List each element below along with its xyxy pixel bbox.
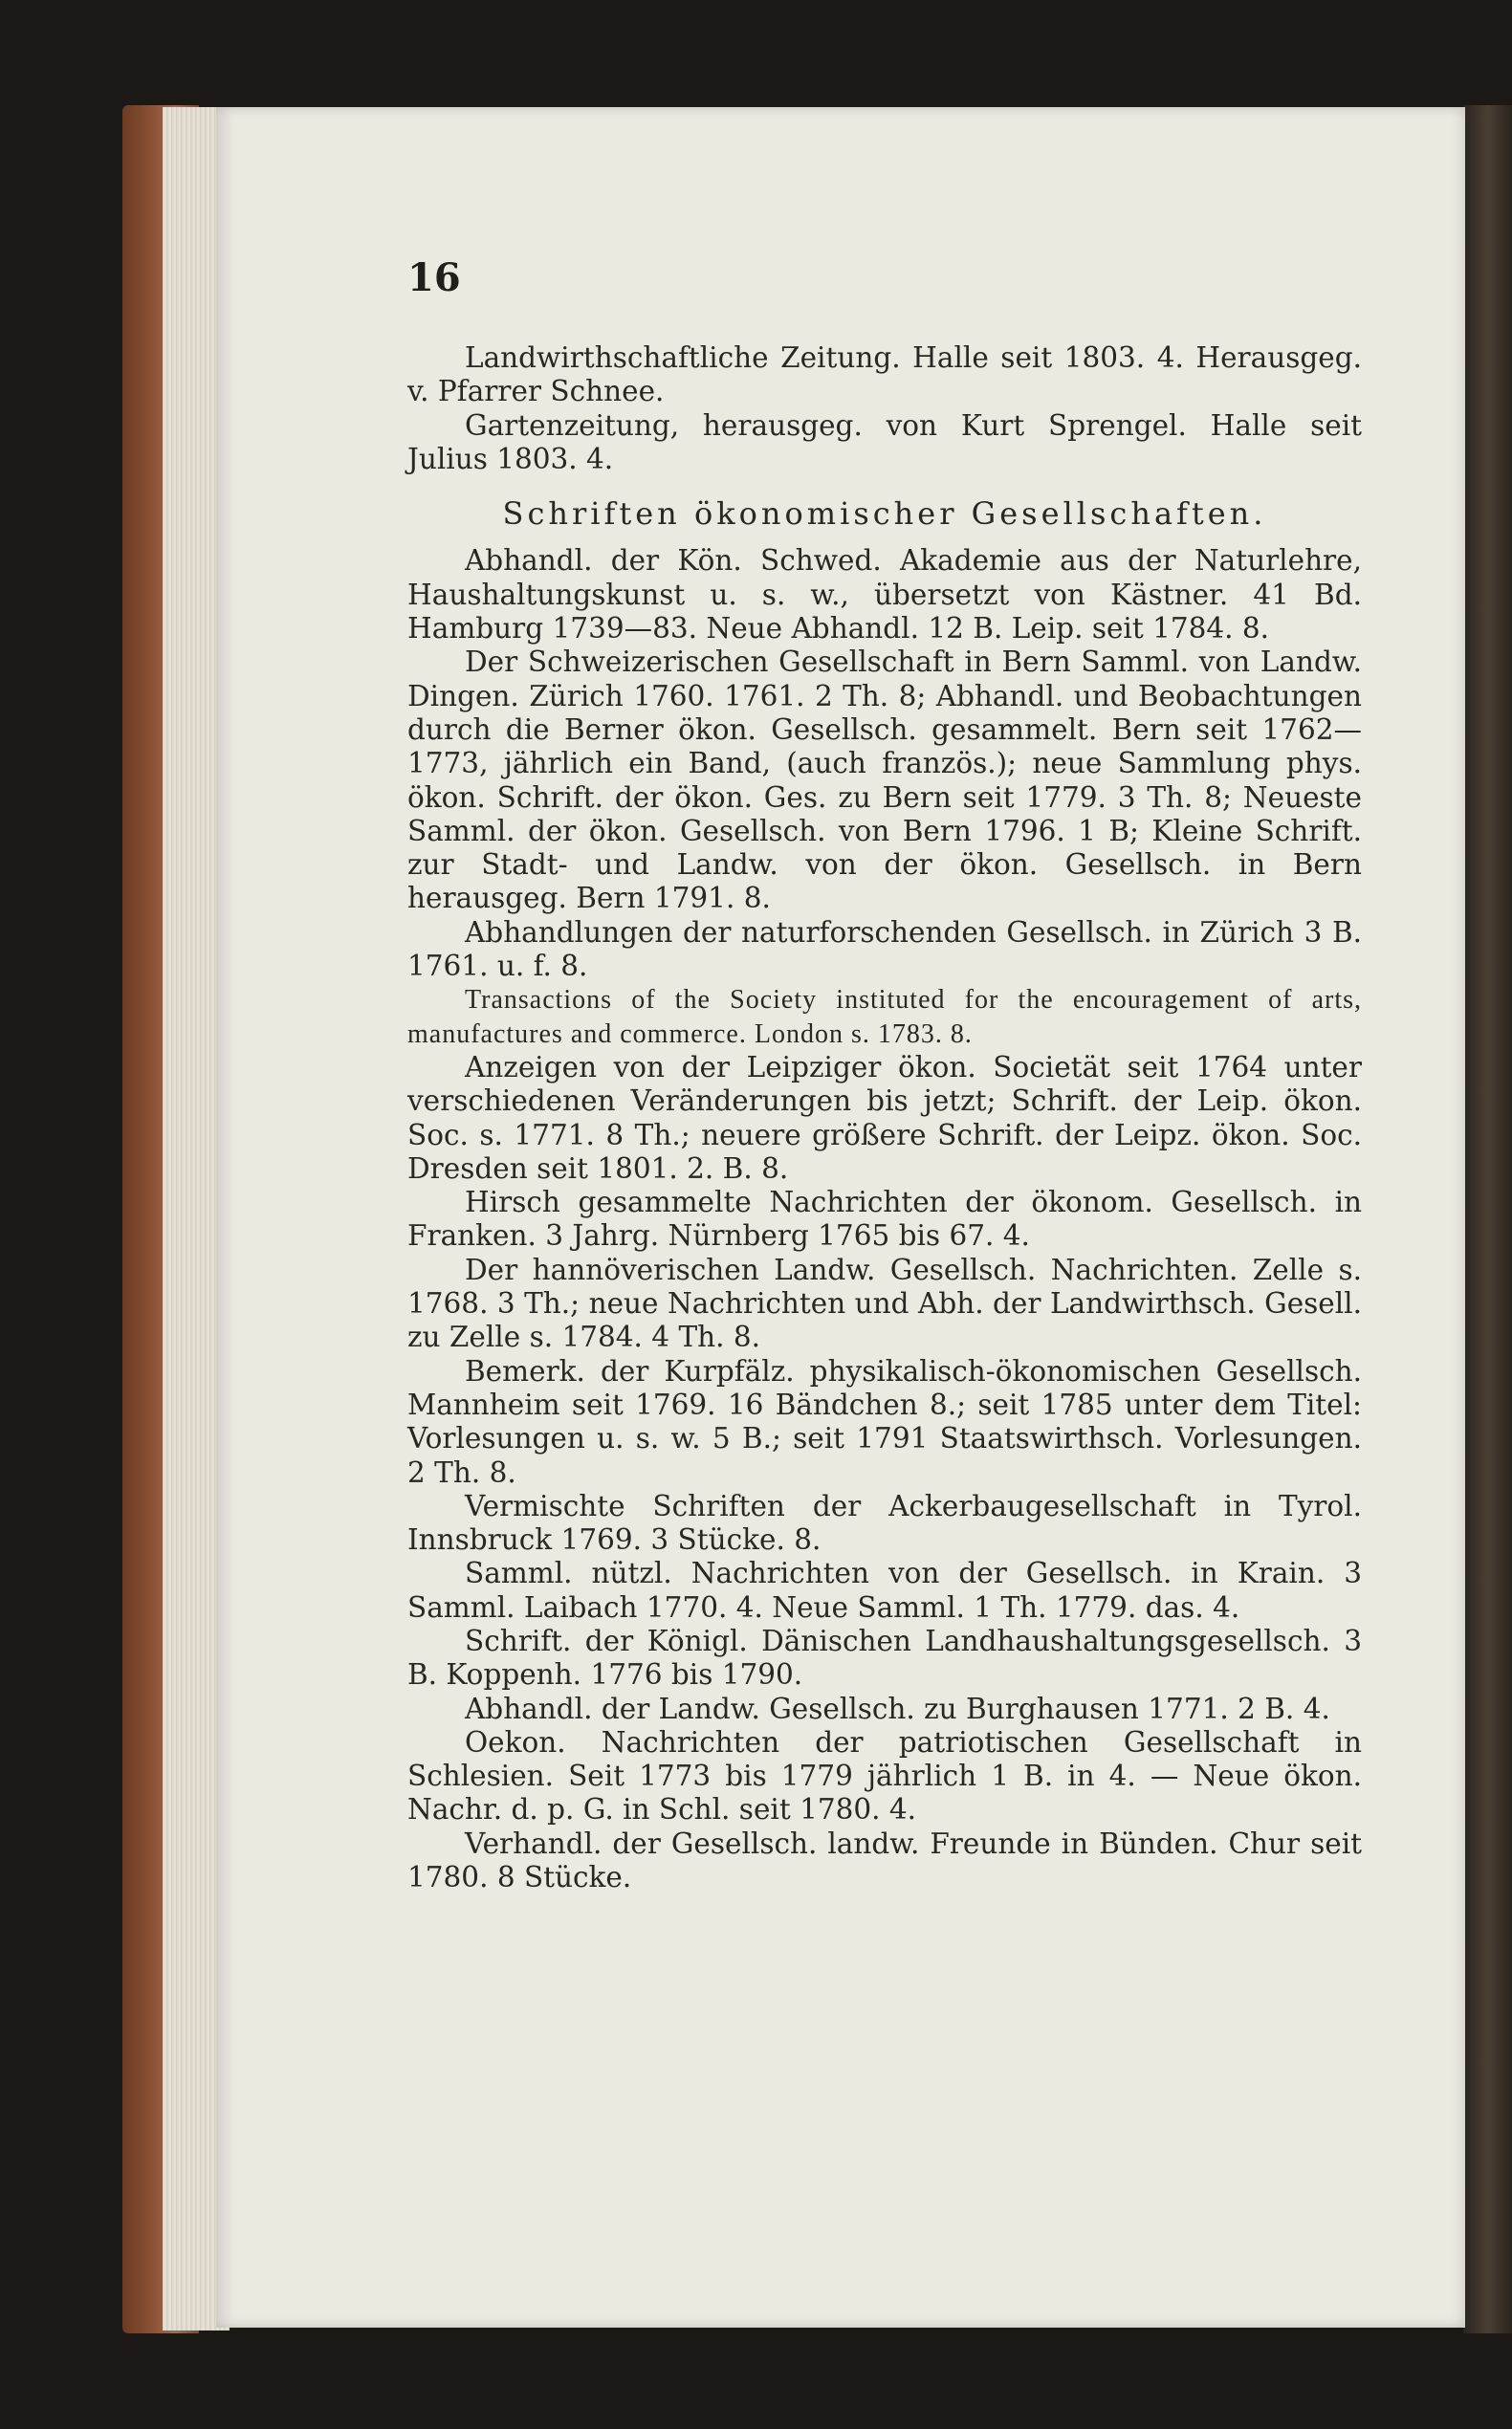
- entry-daenische: Schrift. der Königl. Dänischen Landhaushaltungsgesellsch. 3 B. Koppenh. 1776 bis 1790.: [407, 1624, 1362, 1692]
- book-cover-right: [1463, 105, 1512, 2333]
- entry-leipziger-societaet: Anzeigen von der Leipziger ökon. Societät seit 1764 unter verschiedenen Veränderungen bis jetzt; Schrift. der Leip. ökon. Soc. s. 1771. 8 Th.; neuere größere Schrift. der Leipz. ökon. Soc. Dresden seit 1801. 2. B. 8.: [407, 1050, 1362, 1185]
- page-number: 16: [407, 255, 461, 300]
- entry-schwed-akademie: Abhandl. der Kön. Schwed. Akademie aus der Naturlehre, Haushaltungskunst u. s. w., übersetzt von Kästner. 41 Bd. Hamburg 1739—83. Neue Abhandl. 12 B. Leip. seit 1784. 8.: [407, 544, 1362, 646]
- page-text: [407, 341, 1362, 1894]
- entry-hirsch-franken: Hirsch gesammelte Nachrichten der ökonom. Gesellsch. in Franken. 3 Jahrg. Nürnberg 1765 bis 67. 4.: [407, 1186, 1362, 1253]
- entry-landwirthschaftliche-zeitung: Landwirthschaftliche Zeitung. Halle seit 1803. 4. Herausgeg. v. Pfarrer Schnee.: [407, 341, 1362, 408]
- entry-schlesien: Oekon. Nachrichten der patriotischen Gesellschaft in Schlesien. Seit 1773 bis 1779 jährlich 1 B. in 4. — Neue ökon. Nachr. d. p. G. in Schl. seit 1780. 4.: [407, 1725, 1362, 1827]
- section-heading: Schriften ökonomischer Gesellschaften.: [502, 495, 1267, 533]
- entry-buenden: Verhandl. der Gesellsch. landw. Freunde in Bünden. Chur seit 1780. 8 Stücke.: [407, 1827, 1362, 1894]
- entry-krain: Samml. nützl. Nachrichten von der Gesellsch. in Krain. 3 Samml. Laibach 1770. 4. Neue Samml. 1 Th. 1779. das. 4.: [407, 1557, 1362, 1624]
- entry-zuerich: Abhandlungen der naturforschenden Gesellsch. in Zürich 3 B. 1761. u. f. 8.: [407, 915, 1362, 983]
- entry-gartenzeitung: Gartenzeitung, herausgeg. von Kurt Sprengel. Halle seit Julius 1803. 4.: [407, 408, 1362, 475]
- book-page: [216, 107, 1465, 2328]
- entry-tyrol: Vermischte Schriften der Ackerbaugesellschaft in Tyrol. Innsbruck 1769. 3 Stücke. 8.: [407, 1489, 1362, 1557]
- entry-burghausen: Abhandl. der Landw. Gesellsch. zu Burghausen 1771. 2 B. 4.: [465, 1692, 1330, 1725]
- entry-transactions: Transactions of the Society instituted for the encouragement of arts, manufactures and commerce. London s. 1783. 8.: [407, 985, 1362, 1049]
- entry-schweizer-gesellschaft: Der Schweizerischen Gesellschaft in Bern Samml. von Landw. Dingen. Zürich 1760. 1761. 2 Th. 8; Abhandl. und Beobachtungen durch die Berner ökon. Gesellsch. gesammelt. Bern seit 1762—1773, jährlich ein Band, (auch französ.); neue Sammlung phys. ökon. Schrift. der ökon. Ges. zu Bern seit 1779. 3 Th. 8; Neueste Samml. der ökon. Gesellsch. von Bern 1796. 1 B; Kleine Schrift. zur Stadt- und Landw. von der ökon. Gesellsch. in Bern herausgeg. Bern 1791. 8.: [407, 646, 1362, 915]
- entry-kurpfaelz: Bemerk. der Kurpfälz. physikalisch-ökonomischen Gesellsch. Mannheim seit 1769. 16 Bändchen 8.; seit 1785 unter dem Titel: Vorlesungen u. s. w. 5 B.; seit 1791 Staatswirthsch. Vorlesungen. 2 Th. 8.: [407, 1354, 1362, 1489]
- entry-hannoeverische: Der hannöverischen Landw. Gesellsch. Nachrichten. Zelle s. 1768. 3 Th.; neue Nachrichten und Abh. der Landwirthsch. Gesell. zu Zelle s. 1784. 4 Th. 8.: [407, 1253, 1362, 1354]
